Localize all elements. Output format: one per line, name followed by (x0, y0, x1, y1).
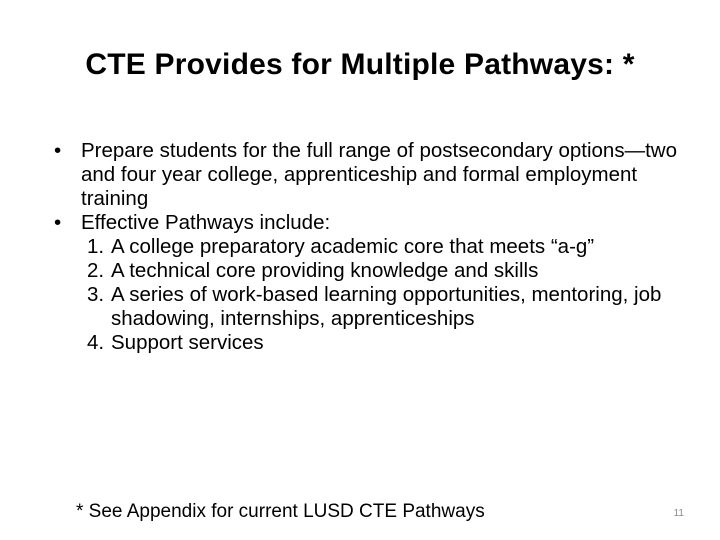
pathway-text: A college preparatory academic core that meets “a-g” (111, 235, 595, 258)
pathway-number: 1. (87, 235, 105, 258)
pathway-item (87, 259, 684, 283)
bullet-text: Effective Pathways include: (81, 211, 331, 234)
bullet-marker: • (54, 139, 62, 162)
pathway-text: Support services (111, 331, 264, 354)
bullet-text: Prepare students for the full range of postsecondary options—two and four year college, apprenticeship and formal employment training (81, 139, 677, 210)
pathway-item (87, 283, 684, 331)
pathway-number: 2. (87, 259, 105, 282)
bullet-item (54, 211, 684, 235)
footnote: * See Appendix for current LUSD CTE Pathways (76, 501, 485, 522)
pathway-item (87, 331, 684, 355)
bullet-marker: • (54, 211, 62, 234)
pathway-number: 3. (87, 283, 105, 306)
bullet-item (54, 139, 684, 211)
slide-content (54, 139, 684, 355)
pathway-number: 4. (87, 331, 105, 354)
page-number: 11 (673, 508, 684, 519)
slide-title: CTE Provides for Multiple Pathways: * (85, 48, 635, 81)
pathway-text: A series of work-based learning opportunities, mentoring, job shadowing, internships, apprenticeships (111, 283, 662, 330)
pathways-list (87, 235, 684, 355)
pathway-text: A technical core providing knowledge and skills (111, 259, 539, 282)
pathway-item (87, 235, 684, 259)
